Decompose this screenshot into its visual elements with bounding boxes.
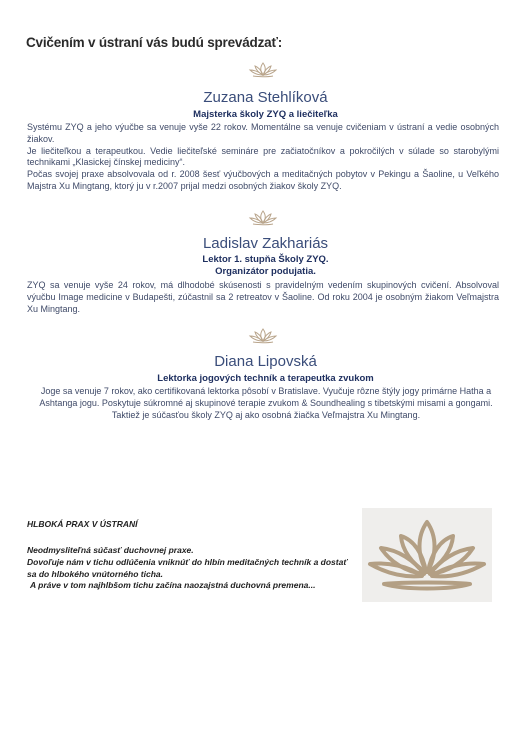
bio-paragraph: Je liečiteľkou a terapeutkou. Vedie liečiteľské semináre pre začiatočníkov a pokročilých v súlade so starobylými technikami „Klasickej čínskej mediciny“. [27,145,499,168]
person-name: Diana Lipovská [214,353,317,370]
person-role: Lektor 1. stupňa Školy ZYQ. [202,254,329,265]
bio-paragraph: Systému ZYQ a jeho výučbe sa venuje vyše 22 rokov. Momentálne sa venuje cvičeniam v ústraní a vedie osobných žiakov. [27,122,499,144]
person-bio [27,280,499,315]
person-role: Majsterka školy ZYQ a liečiteľka [193,109,338,120]
person-role: Lektorka jogových techník a terapeutka zvukom [157,373,374,384]
bio-paragraph: Počas svojej praxe absolvovala od r. 2008 šesť výučbových a meditačných pobytov v Pekingu a Šaoline, u Veľkého Majstra Xu Mingtang, ktorý ju v r.2007 prijal medzi osobných žiakov školy ZYQ. [27,169,499,191]
bio-paragraph: ZYQ sa venuje vyše 24 rokov, má dlhodobé skúsenosti s pravidelným vedením skupinových cvičení. Absolvoval výučbu Image medicine v Budapešti, zúčastnil sa 2 retreatov v Šaoline. Od roku 2004 je osobným žiakom Veľmajstra Xu Mingtang. [27,280,499,314]
person-name: Zuzana Stehlíková [203,89,328,106]
section-title: HLBOKÁ PRAX V ÚSTRANÍ [27,519,138,529]
lotus-icon [248,326,278,344]
section-line: Dovoľuje nám v tichu odlúčenia vniknúť do hlbín meditačných techník a dostať sa do hlbokého vnútorného ticha. [27,556,348,579]
section-line: Neodmysliteľná súčasť duchovnej praxe. [27,545,194,555]
person-bio [27,122,499,193]
lotus-image [362,508,492,602]
person-name: Ladislav Zakhariás [202,235,329,252]
person-bio [30,386,502,421]
lotus-icon [248,60,278,78]
lotus-icon [362,508,492,602]
section-text [27,545,357,592]
lotus-icon [248,208,278,226]
person-role: Organizátor podujatia. [215,266,316,277]
page-heading: Cvičením v ústraní vás budú sprevádzať: [26,35,283,50]
bio-paragraph: Joge sa venuje 7 rokov, ako certifikovaná lektorka pôsobí v Bratislave. Vyučuje rôzne štýly jogy primárne Hatha a Ashtanga jogu. Poskytuje súkromné aj skupinové terapie zvukom & Soundhealing s tibetskými misami a gongami. Taktiež je súčasťou školy ZYQ aj ako osobná žiačka Veľmajstra Xu Mingtang. [39,386,493,420]
section-line: A práve v tom najhlbšom tichu začína naozajstná duchovná premena... [30,580,316,591]
